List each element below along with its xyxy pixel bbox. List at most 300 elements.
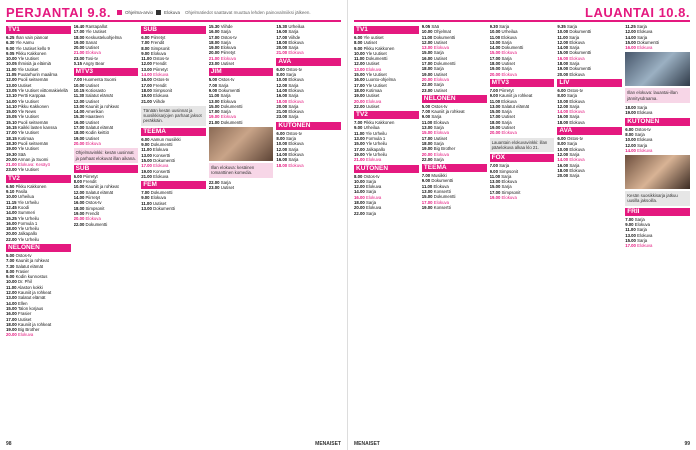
- program-title: Kodin kunnostus: [14, 274, 48, 280]
- program-time: 20.00: [208, 50, 220, 56]
- program-time: 23.00: [73, 55, 85, 61]
- program-entry: [6, 167, 71, 172]
- program-time: 20.00: [73, 45, 85, 51]
- program-time: 20.00: [276, 45, 288, 51]
- program-time: 15.00: [6, 305, 17, 311]
- channel-header: MTV3: [74, 68, 139, 76]
- program-time: 15.00: [421, 130, 433, 136]
- program-title: Konsertti: [151, 152, 171, 158]
- program-time: 9.00: [141, 195, 150, 201]
- program-title: Dokumentti: [151, 157, 175, 163]
- program-title: Ostos-tv: [14, 252, 32, 258]
- program-time: 11.00: [354, 56, 365, 62]
- channel-header: TEEMA: [422, 164, 487, 172]
- page-number: 99: [684, 441, 690, 447]
- program-time: 11.00: [489, 98, 501, 104]
- program-time: 11.00: [354, 130, 365, 136]
- program-title: Kauniit ja rohkeat: [84, 103, 119, 109]
- legend-label-rating: Ohjelma-arvio: [125, 9, 154, 15]
- program-title: Piirretyt: [497, 87, 514, 93]
- program-title: Simpsonit: [149, 45, 170, 51]
- program-title: Sarja: [219, 39, 231, 45]
- program-time: 16.00: [557, 114, 569, 120]
- program-title: Yle Uutiset: [16, 98, 39, 104]
- program-entry: [6, 237, 71, 242]
- program-title: Puoli seitsemän: [16, 140, 49, 146]
- program-title: Elokuva: [635, 232, 653, 238]
- program-time: 8.00: [354, 173, 363, 179]
- program-title: Sarja: [565, 24, 577, 29]
- program-title: Sarja: [219, 29, 231, 35]
- program-title: Elokuva: [287, 162, 304, 168]
- program-title: Elokuva: [16, 332, 34, 338]
- program-time: 18.00: [208, 39, 220, 45]
- program-time: 9.00: [489, 168, 498, 174]
- program-time: 16.00: [354, 77, 365, 83]
- program-entry: [6, 332, 71, 337]
- program-time: 12.00: [625, 29, 636, 35]
- program-title: Sää: [430, 24, 440, 29]
- program-time: 15.10: [6, 119, 17, 125]
- program-time: 16.00: [208, 29, 220, 35]
- program-title: Uutiset: [16, 316, 32, 322]
- program-time: 6.00: [625, 126, 634, 132]
- program-time: 10.00: [6, 194, 17, 200]
- program-time: 18.00: [421, 140, 433, 146]
- program-title: Sarja: [364, 200, 376, 206]
- program-time: 11.05: [6, 72, 17, 78]
- program-time: 9.00: [6, 45, 15, 51]
- program-time: 23.00: [208, 184, 220, 190]
- program-title: Ostos-tv: [151, 77, 170, 83]
- program-time: 13.00: [489, 179, 501, 185]
- program-time: 14.00: [557, 109, 569, 115]
- program-time: 22.00: [354, 210, 365, 216]
- program-time: 22.00: [6, 236, 17, 242]
- program-title: Dokumentti: [430, 178, 454, 184]
- program-time: 19.00: [73, 135, 85, 141]
- program-time: 6.00: [557, 136, 566, 142]
- program-title: Arman ja Suomi: [16, 156, 49, 162]
- program-time: 11.00: [6, 284, 17, 290]
- program-time: 13.10: [6, 93, 17, 99]
- program-time: 8.00: [276, 136, 285, 142]
- program-title: Kodin keittiö: [84, 130, 109, 136]
- program-time: 15.00: [6, 109, 17, 115]
- program-time: 10.00: [489, 29, 501, 35]
- program-title: Dokumentti: [151, 206, 175, 212]
- program-time: 11.00: [421, 34, 433, 40]
- program-time: 9.00: [625, 222, 634, 228]
- program-time: 8.00: [557, 93, 566, 99]
- program-title: Elokuva: [287, 151, 304, 157]
- program-time: 14.00: [625, 147, 636, 153]
- program-entry: [490, 195, 555, 200]
- program-title: Urheilua: [362, 125, 380, 131]
- program-title: Yle Uutiset: [16, 146, 39, 152]
- program-title: Sarja: [284, 136, 296, 142]
- program-time: 11.30: [73, 93, 85, 99]
- program-title: Kauniit ja rohkeat: [84, 184, 119, 190]
- program-title: Sarja: [565, 141, 577, 147]
- program-time: 12.00: [354, 61, 365, 67]
- program-title: Sarja: [500, 39, 512, 45]
- program-title: Elokuva: [151, 163, 169, 169]
- program-time: 19.00: [421, 204, 433, 210]
- program-entry: [422, 205, 487, 210]
- program-title: Uutiset: [364, 103, 380, 109]
- program-time: 14.00: [141, 72, 152, 78]
- program-title: Ostos-tv: [217, 77, 235, 83]
- program-title: Musiikki: [430, 173, 447, 179]
- program-title: Sarja: [287, 45, 299, 51]
- program-time: 9.00: [141, 50, 150, 56]
- program-time: 16.00: [73, 200, 85, 206]
- program-time: 22.00: [73, 221, 85, 227]
- program-time: 7.30: [6, 263, 15, 269]
- program-time: 21.00: [208, 119, 220, 125]
- program-title: Frendit: [149, 40, 165, 46]
- program-title: Sarja: [364, 178, 376, 184]
- program-time: 18.00: [276, 39, 288, 45]
- program-time: 16.40: [73, 24, 85, 29]
- program-title: Pikku Kakkonen: [362, 45, 395, 51]
- program-time: 18.00: [276, 162, 288, 168]
- program-time: 10.00: [73, 82, 85, 88]
- program-time: 19.00: [354, 93, 365, 99]
- program-time: 17.00: [489, 189, 501, 195]
- program-title: Salatut elämät: [84, 125, 114, 131]
- day-title: LAUANTAI 10.8.: [585, 4, 690, 20]
- program-time: 15.00: [208, 103, 220, 109]
- listing-column: [557, 24, 622, 442]
- program-time: 18.00: [557, 119, 569, 125]
- program-time: 13.00: [489, 103, 501, 109]
- program-title: Uutiset: [84, 135, 99, 141]
- channel-header: FEM: [141, 181, 206, 189]
- program-time: 15.00: [354, 72, 365, 78]
- program-time: 11.00: [208, 93, 220, 99]
- program-title: Elokuva: [568, 119, 585, 125]
- program-time: 8.00: [625, 131, 634, 137]
- program-title: Yle Uutiset: [364, 72, 387, 78]
- program-title: Salatut elämät: [14, 263, 44, 269]
- page-header: [354, 4, 690, 22]
- program-time: 6.00: [354, 35, 363, 40]
- program-title: Elokuva: [568, 109, 585, 115]
- program-title: Elokuva: [635, 45, 653, 51]
- program-time: 9.00: [421, 114, 431, 120]
- program-title: Dokumentti: [432, 61, 456, 67]
- program-title: Elokuva: [568, 71, 585, 77]
- program-time: 18.00: [557, 167, 569, 173]
- program-time: 18.00: [489, 61, 501, 67]
- program-title: Formula 1: [364, 136, 386, 142]
- program-time: 7.00: [421, 109, 431, 115]
- program-title: Elokuva: [364, 157, 382, 163]
- program-time: 11.00: [141, 147, 152, 153]
- channel-header: AVA: [557, 127, 622, 135]
- program-time: 17.00: [73, 125, 85, 131]
- program-time: 17.00: [6, 316, 17, 322]
- program-title: Sarja: [635, 34, 648, 40]
- program-time: 7.00: [141, 190, 150, 196]
- channel-header: SUB: [74, 165, 139, 173]
- program-title: Yle Uutiset: [16, 56, 39, 62]
- program-title: Kauniit ja rohkeat: [16, 290, 52, 296]
- program-title: Ostos-tv: [284, 130, 302, 136]
- program-title: Jalkapallo: [16, 231, 38, 237]
- program-title: Elokuva: [500, 71, 517, 77]
- program-time: 12.00: [354, 184, 365, 190]
- program-title: Elokuva: [287, 141, 304, 147]
- program-title: Kaikki lasten kanssa: [16, 125, 57, 131]
- program-time: 19.00: [73, 210, 85, 216]
- program-time: 19.00: [141, 168, 152, 174]
- program-time: 13.00: [354, 136, 365, 142]
- program-time: 17.00: [354, 146, 365, 152]
- program-title: Elokuva: [287, 39, 304, 45]
- program-time: 12.00: [141, 61, 152, 67]
- program-time: 22.00: [421, 156, 433, 162]
- program-time: 6.00: [73, 173, 82, 179]
- program-time: 13.00: [141, 152, 152, 158]
- program-time: 19.00: [208, 114, 220, 120]
- program-title: Ostos-tv: [633, 126, 651, 132]
- program-time: 10.15: [73, 87, 85, 93]
- program-time: 18.00: [625, 105, 636, 111]
- program-title: Haasteen: [84, 114, 104, 120]
- program-title: Sarja: [633, 216, 645, 222]
- program-time: 16.00: [276, 157, 288, 163]
- program-time: 11.00: [489, 34, 501, 40]
- program-time: 20.00: [73, 216, 85, 222]
- disclaimer: Ohjelmatiedot saattavat muuttua lehden painovalmiiksi jälkeen.: [185, 9, 311, 15]
- program-photo: [209, 127, 274, 161]
- program-time: 15.00: [421, 50, 433, 56]
- program-title: Elokuva: [500, 34, 517, 40]
- program-time: 7.00: [489, 163, 498, 169]
- program-time: 11.15: [6, 199, 17, 205]
- program-time: 18.00: [6, 321, 17, 327]
- program-title: Frendit: [151, 82, 167, 88]
- program-time: 14.00: [73, 195, 85, 201]
- program-title: Dr. Phil: [16, 279, 32, 285]
- day-title: PERJANTAI 9.8.: [6, 4, 112, 20]
- program-title: Big Brother: [16, 327, 40, 333]
- program-time: 8.00: [73, 179, 82, 185]
- program-title: Elokuva: [287, 77, 304, 83]
- program-time: 11.00: [6, 66, 17, 72]
- program-time: 13.00: [625, 232, 636, 238]
- program-tip: Illan elokuva: kesäinen romanttinen komedia.: [209, 163, 274, 178]
- program-time: 6.00: [276, 130, 285, 136]
- program-time: 12.00: [557, 151, 569, 157]
- program-title: Elokuva: [432, 45, 450, 51]
- program-time: 21.00: [208, 55, 220, 61]
- program-time: 13.00: [489, 39, 501, 45]
- program-title: Dokumentti: [432, 194, 456, 200]
- listing-column: [490, 24, 555, 442]
- listing-column: [625, 24, 690, 442]
- program-entry: [141, 99, 206, 104]
- program-title: Ellen: [16, 300, 28, 306]
- program-title: Sarja: [635, 105, 648, 111]
- program-time: 15.00: [489, 50, 501, 56]
- program-title: Uutiset: [16, 82, 32, 88]
- program-time: 16.00: [141, 77, 152, 83]
- program-title: Viihde: [287, 34, 301, 40]
- program-title: Dokumentti: [149, 190, 173, 196]
- program-time: 14.00: [354, 189, 365, 195]
- program-time: 15.25: [6, 215, 17, 221]
- program-time: 9.30: [489, 24, 498, 29]
- program-title: Elokuva: [219, 55, 237, 61]
- program-tip: Tänään kesän uusinnat ja suosikkisarjojen parhaat jaksot peräkkäin.: [141, 106, 206, 126]
- program-entry: [490, 72, 555, 77]
- program-title: Elokuva: [568, 98, 585, 104]
- program-time: 8.00: [557, 141, 566, 147]
- program-title: Dokumentti: [568, 29, 592, 35]
- program-time: 23.00: [421, 87, 433, 93]
- program-time: 5.00: [208, 77, 218, 83]
- program-time: 6.30: [6, 40, 15, 46]
- program-title: Elokuva: [151, 147, 169, 153]
- program-time: 10.00: [6, 56, 17, 62]
- program-title: Dokumentti: [149, 142, 173, 148]
- program-time: 15.00: [625, 237, 636, 243]
- program-time: 21.00: [276, 109, 288, 115]
- program-title: Dokumentti: [217, 87, 241, 93]
- program-title: Formula 1: [16, 220, 38, 226]
- program-time: 17.00: [421, 199, 433, 205]
- program-title: Elokuva: [568, 167, 585, 173]
- program-time: 21.00: [141, 173, 152, 179]
- program-time: 19.00: [421, 71, 433, 77]
- program-title: Elokuva: [432, 199, 450, 205]
- program-time: 9.00: [354, 45, 363, 51]
- program-title: Sarja: [284, 72, 296, 78]
- program-time: 21.00: [276, 50, 288, 56]
- program-title: Ostos-tv: [430, 103, 448, 109]
- program-time: 12.45: [6, 204, 17, 210]
- program-title: Sarja: [432, 125, 444, 131]
- program-title: Uutiset: [151, 200, 167, 206]
- program-title: Sarja: [500, 173, 512, 179]
- program-time: 12.00: [625, 142, 636, 148]
- channel-header: KUTONEN: [625, 118, 690, 126]
- program-title: Kauniit ja rohkeat: [14, 258, 49, 264]
- program-time: 19.00: [354, 151, 365, 157]
- program-time: 20.00: [557, 173, 569, 179]
- program-title: Elokuva: [287, 50, 304, 56]
- program-title: Kauniit ja rohkeat: [430, 109, 465, 115]
- program-title: Sarja: [430, 114, 442, 120]
- program-time: 14.00: [489, 45, 501, 51]
- program-title: Elokuva: [432, 119, 449, 125]
- program-title: Elokuva: [568, 39, 585, 45]
- program-time: 7.00: [625, 216, 634, 222]
- listing-column: [6, 24, 71, 442]
- program-time: 14.00: [276, 151, 288, 157]
- program-time: 19.00: [6, 146, 17, 152]
- page-footer: [354, 441, 690, 447]
- program-time: 16.00: [6, 220, 17, 226]
- program-time: 20.00: [489, 130, 501, 136]
- program-title: Sarja: [500, 66, 512, 72]
- program-time: 12.00: [6, 77, 17, 83]
- program-time: 19.00: [489, 66, 501, 72]
- program-time: 10.00: [73, 184, 85, 190]
- program-title: Huomenta Suomi: [81, 77, 117, 83]
- program-time: 20.00: [73, 140, 85, 146]
- program-title: Summeri: [16, 210, 36, 216]
- program-time: 12.00: [73, 189, 85, 195]
- program-time: 13.00: [141, 206, 152, 212]
- channel-header: KUTONEN: [276, 122, 341, 130]
- program-title: Sarja: [635, 237, 648, 243]
- program-title: Salatut elämät: [84, 93, 113, 99]
- program-title: Elokuva: [432, 151, 450, 157]
- program-time: 7.00: [6, 258, 15, 264]
- program-title: Elokuva: [364, 98, 382, 104]
- program-time: 14.00: [73, 109, 85, 115]
- program-entry: [209, 185, 274, 190]
- program-title: Elokuva: [432, 76, 450, 82]
- program-title: Angry Bear: [81, 61, 105, 67]
- program-entry: [557, 72, 622, 77]
- program-title: Elokuva: [364, 194, 382, 200]
- channel-header: FOX: [490, 154, 555, 162]
- program-time: 17.00: [489, 55, 501, 61]
- page-footer: [6, 441, 341, 447]
- program-time: 11.00: [625, 227, 636, 233]
- program-time: 21.00: [73, 50, 85, 56]
- program-time: 13.00: [6, 82, 17, 88]
- program-title: Elokuva: [568, 146, 585, 152]
- program-time: 15.30: [73, 114, 85, 120]
- page-header: [6, 4, 341, 22]
- program-title: Dokumentti: [432, 34, 456, 40]
- program-title: Uutiset: [364, 61, 380, 67]
- program-title: Urheilua: [500, 29, 518, 35]
- program-time: 9.10: [6, 189, 15, 195]
- program-time: 20.00: [354, 98, 365, 104]
- program-title: Elokuva: [500, 130, 517, 136]
- program-time: 16.00: [557, 55, 569, 61]
- program-title: Yle Urheilu: [16, 215, 39, 221]
- program-time: 16.00: [73, 119, 85, 125]
- program-time: 10.00: [354, 50, 365, 56]
- program-title: Ostos-tv: [151, 56, 169, 62]
- program-title: Uutiset: [362, 40, 377, 46]
- program-time: 12.00: [6, 290, 17, 296]
- program-title: Ihmisiä ja eläimiä: [16, 61, 51, 67]
- program-title: Sarja: [497, 163, 510, 169]
- program-entry: [74, 61, 139, 66]
- program-time: 15.00: [489, 184, 501, 190]
- program-time: 9.35: [557, 24, 566, 29]
- program-title: Dokumentti: [635, 39, 659, 45]
- program-title: Yle Uutiset: [16, 114, 39, 120]
- program-time: 16.00: [625, 45, 636, 51]
- legend-swatch-rating: [117, 10, 122, 15]
- program-title: Keskusteluohjelma: [84, 34, 122, 40]
- program-title: Simpsonit: [151, 87, 173, 93]
- program-time: 12.00: [73, 98, 85, 104]
- program-time: 18.00: [276, 98, 288, 104]
- program-time: 14.00: [6, 98, 17, 104]
